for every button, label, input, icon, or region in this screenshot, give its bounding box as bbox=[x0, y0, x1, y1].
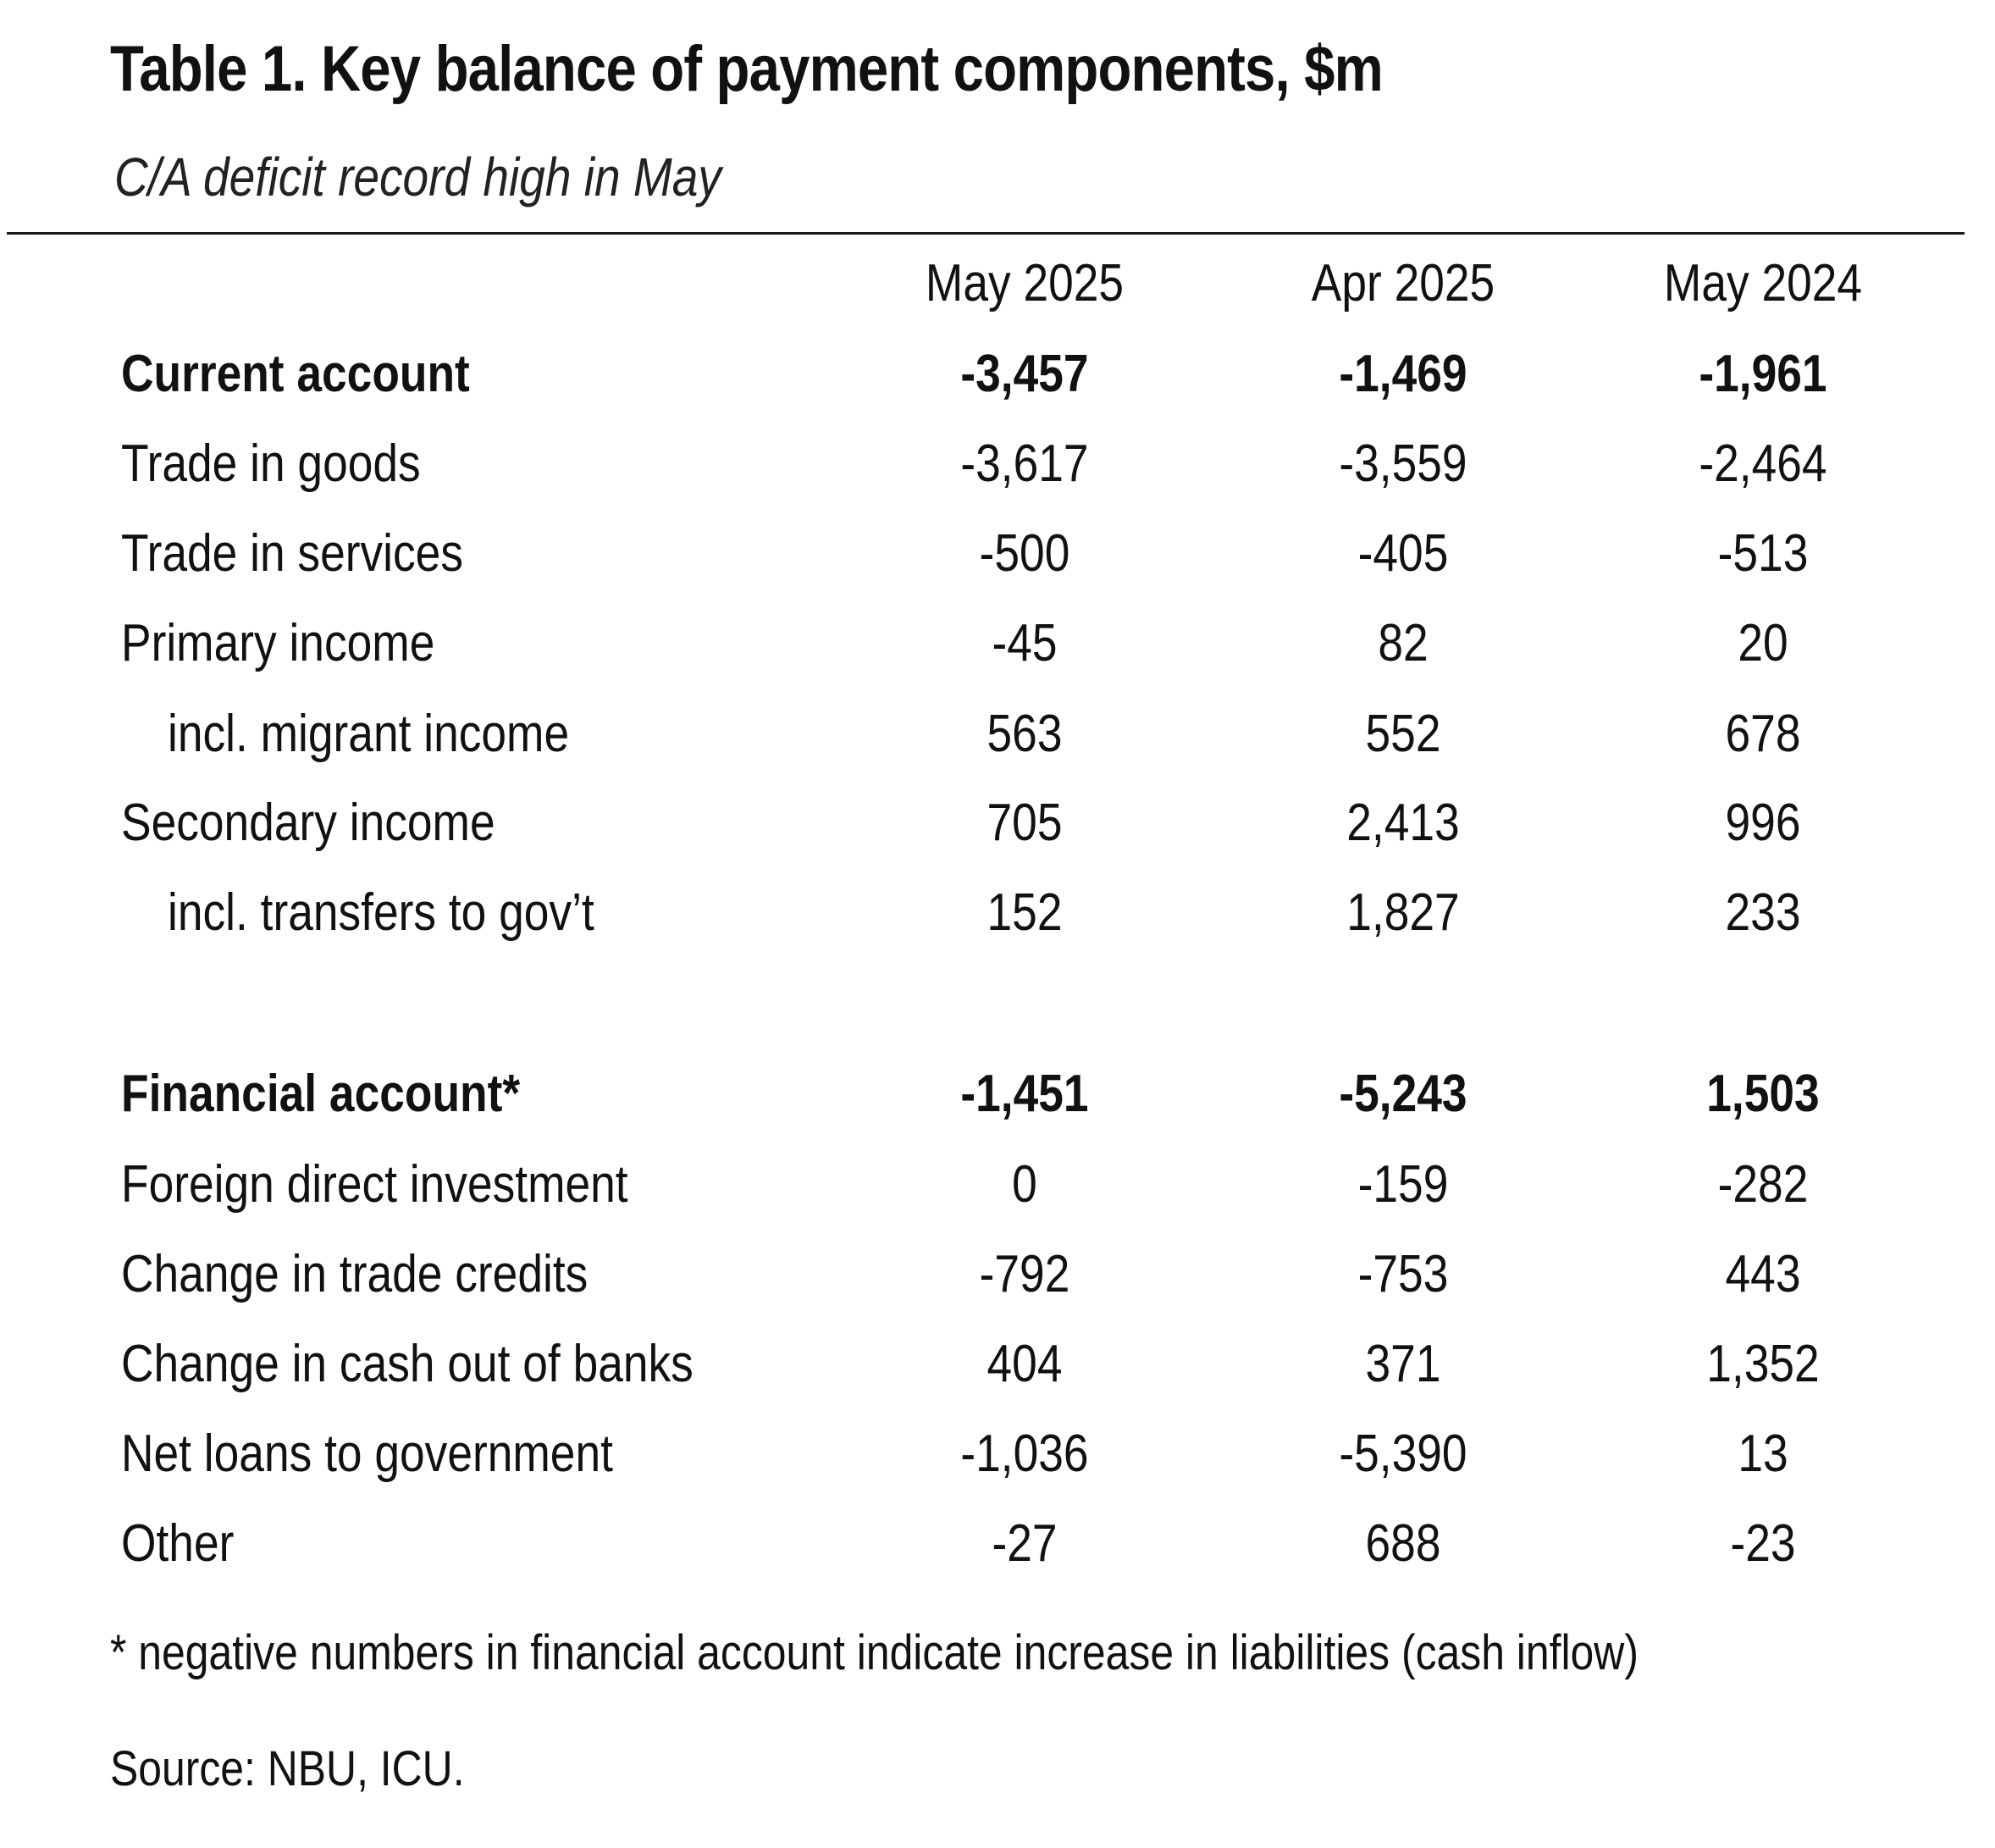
table-cell: 20 bbox=[1738, 614, 1788, 672]
table-cell: -513 bbox=[1717, 524, 1809, 583]
row-label: Other bbox=[121, 1514, 235, 1573]
table-cell: -405 bbox=[1357, 524, 1449, 583]
table-cell: -1,036 bbox=[960, 1425, 1089, 1483]
table-cell: 443 bbox=[1725, 1245, 1801, 1303]
source-note: Source: NBU, ICU. bbox=[110, 1741, 465, 1796]
table-cell: 1,352 bbox=[1706, 1335, 1820, 1393]
row-label: Current account bbox=[121, 345, 470, 403]
table-cell: -500 bbox=[979, 524, 1070, 583]
table-cell: -282 bbox=[1717, 1155, 1809, 1214]
table-cell: -753 bbox=[1357, 1245, 1449, 1303]
row-label: incl. transfers to gov’t bbox=[168, 883, 594, 942]
table-cell: 152 bbox=[986, 883, 1063, 942]
table-cell: -1,451 bbox=[960, 1065, 1089, 1123]
table-cell: 678 bbox=[1725, 705, 1801, 763]
table-cell: -3,617 bbox=[960, 434, 1089, 493]
table-cell: -2,464 bbox=[1699, 434, 1827, 493]
table-cell: 688 bbox=[1365, 1514, 1441, 1573]
column-header: Apr 2025 bbox=[1311, 254, 1495, 313]
table-subtitle: C/A deficit record high in May bbox=[114, 147, 721, 207]
table-cell: 705 bbox=[986, 794, 1063, 852]
row-label: Foreign direct investment bbox=[121, 1155, 628, 1214]
table-cell: -159 bbox=[1357, 1155, 1449, 1214]
table-title: Table 1. Key balance of payment components, $m bbox=[110, 33, 1383, 105]
table-cell: -3,457 bbox=[960, 345, 1089, 403]
table-cell: 552 bbox=[1365, 705, 1441, 763]
table-cell: 1,503 bbox=[1706, 1065, 1820, 1123]
row-label: Change in trade credits bbox=[121, 1245, 589, 1303]
table-cell: 371 bbox=[1365, 1335, 1441, 1393]
table-cell: -3,559 bbox=[1339, 434, 1467, 493]
header-rule bbox=[7, 232, 1965, 235]
table-cell: -23 bbox=[1730, 1514, 1796, 1573]
row-label: incl. migrant income bbox=[168, 705, 570, 763]
footnote: * negative numbers in financial account indicate increase in liabilities (cash inflow) bbox=[110, 1625, 1639, 1680]
table-cell: -792 bbox=[979, 1245, 1070, 1303]
table-cell: -5,390 bbox=[1339, 1425, 1467, 1483]
row-label: Net loans to government bbox=[121, 1425, 613, 1483]
table-cell: -27 bbox=[992, 1514, 1058, 1573]
row-label: Financial account* bbox=[121, 1065, 521, 1123]
column-header: May 2025 bbox=[925, 254, 1125, 313]
row-label: Primary income bbox=[121, 614, 435, 672]
table-cell: 1,827 bbox=[1346, 883, 1460, 942]
row-label: Trade in services bbox=[121, 524, 463, 583]
table-cell: -1,961 bbox=[1699, 345, 1827, 403]
table-cell: -5,243 bbox=[1339, 1065, 1467, 1123]
row-label: Trade in goods bbox=[121, 434, 421, 493]
row-label: Secondary income bbox=[121, 794, 495, 852]
row-label: Change in cash out of banks bbox=[121, 1335, 694, 1393]
table-cell: 2,413 bbox=[1346, 794, 1460, 852]
table-cell: 563 bbox=[986, 705, 1063, 763]
table-cell: -1,469 bbox=[1339, 345, 1467, 403]
table-cell: 404 bbox=[986, 1335, 1063, 1393]
table-cell: 82 bbox=[1378, 614, 1429, 672]
table-cell: -45 bbox=[992, 614, 1058, 672]
column-header: May 2024 bbox=[1663, 254, 1863, 313]
table-cell: 996 bbox=[1725, 794, 1801, 852]
table-cell: 233 bbox=[1725, 883, 1801, 942]
table-cell: 13 bbox=[1738, 1425, 1788, 1483]
table-cell: 0 bbox=[1012, 1155, 1037, 1214]
